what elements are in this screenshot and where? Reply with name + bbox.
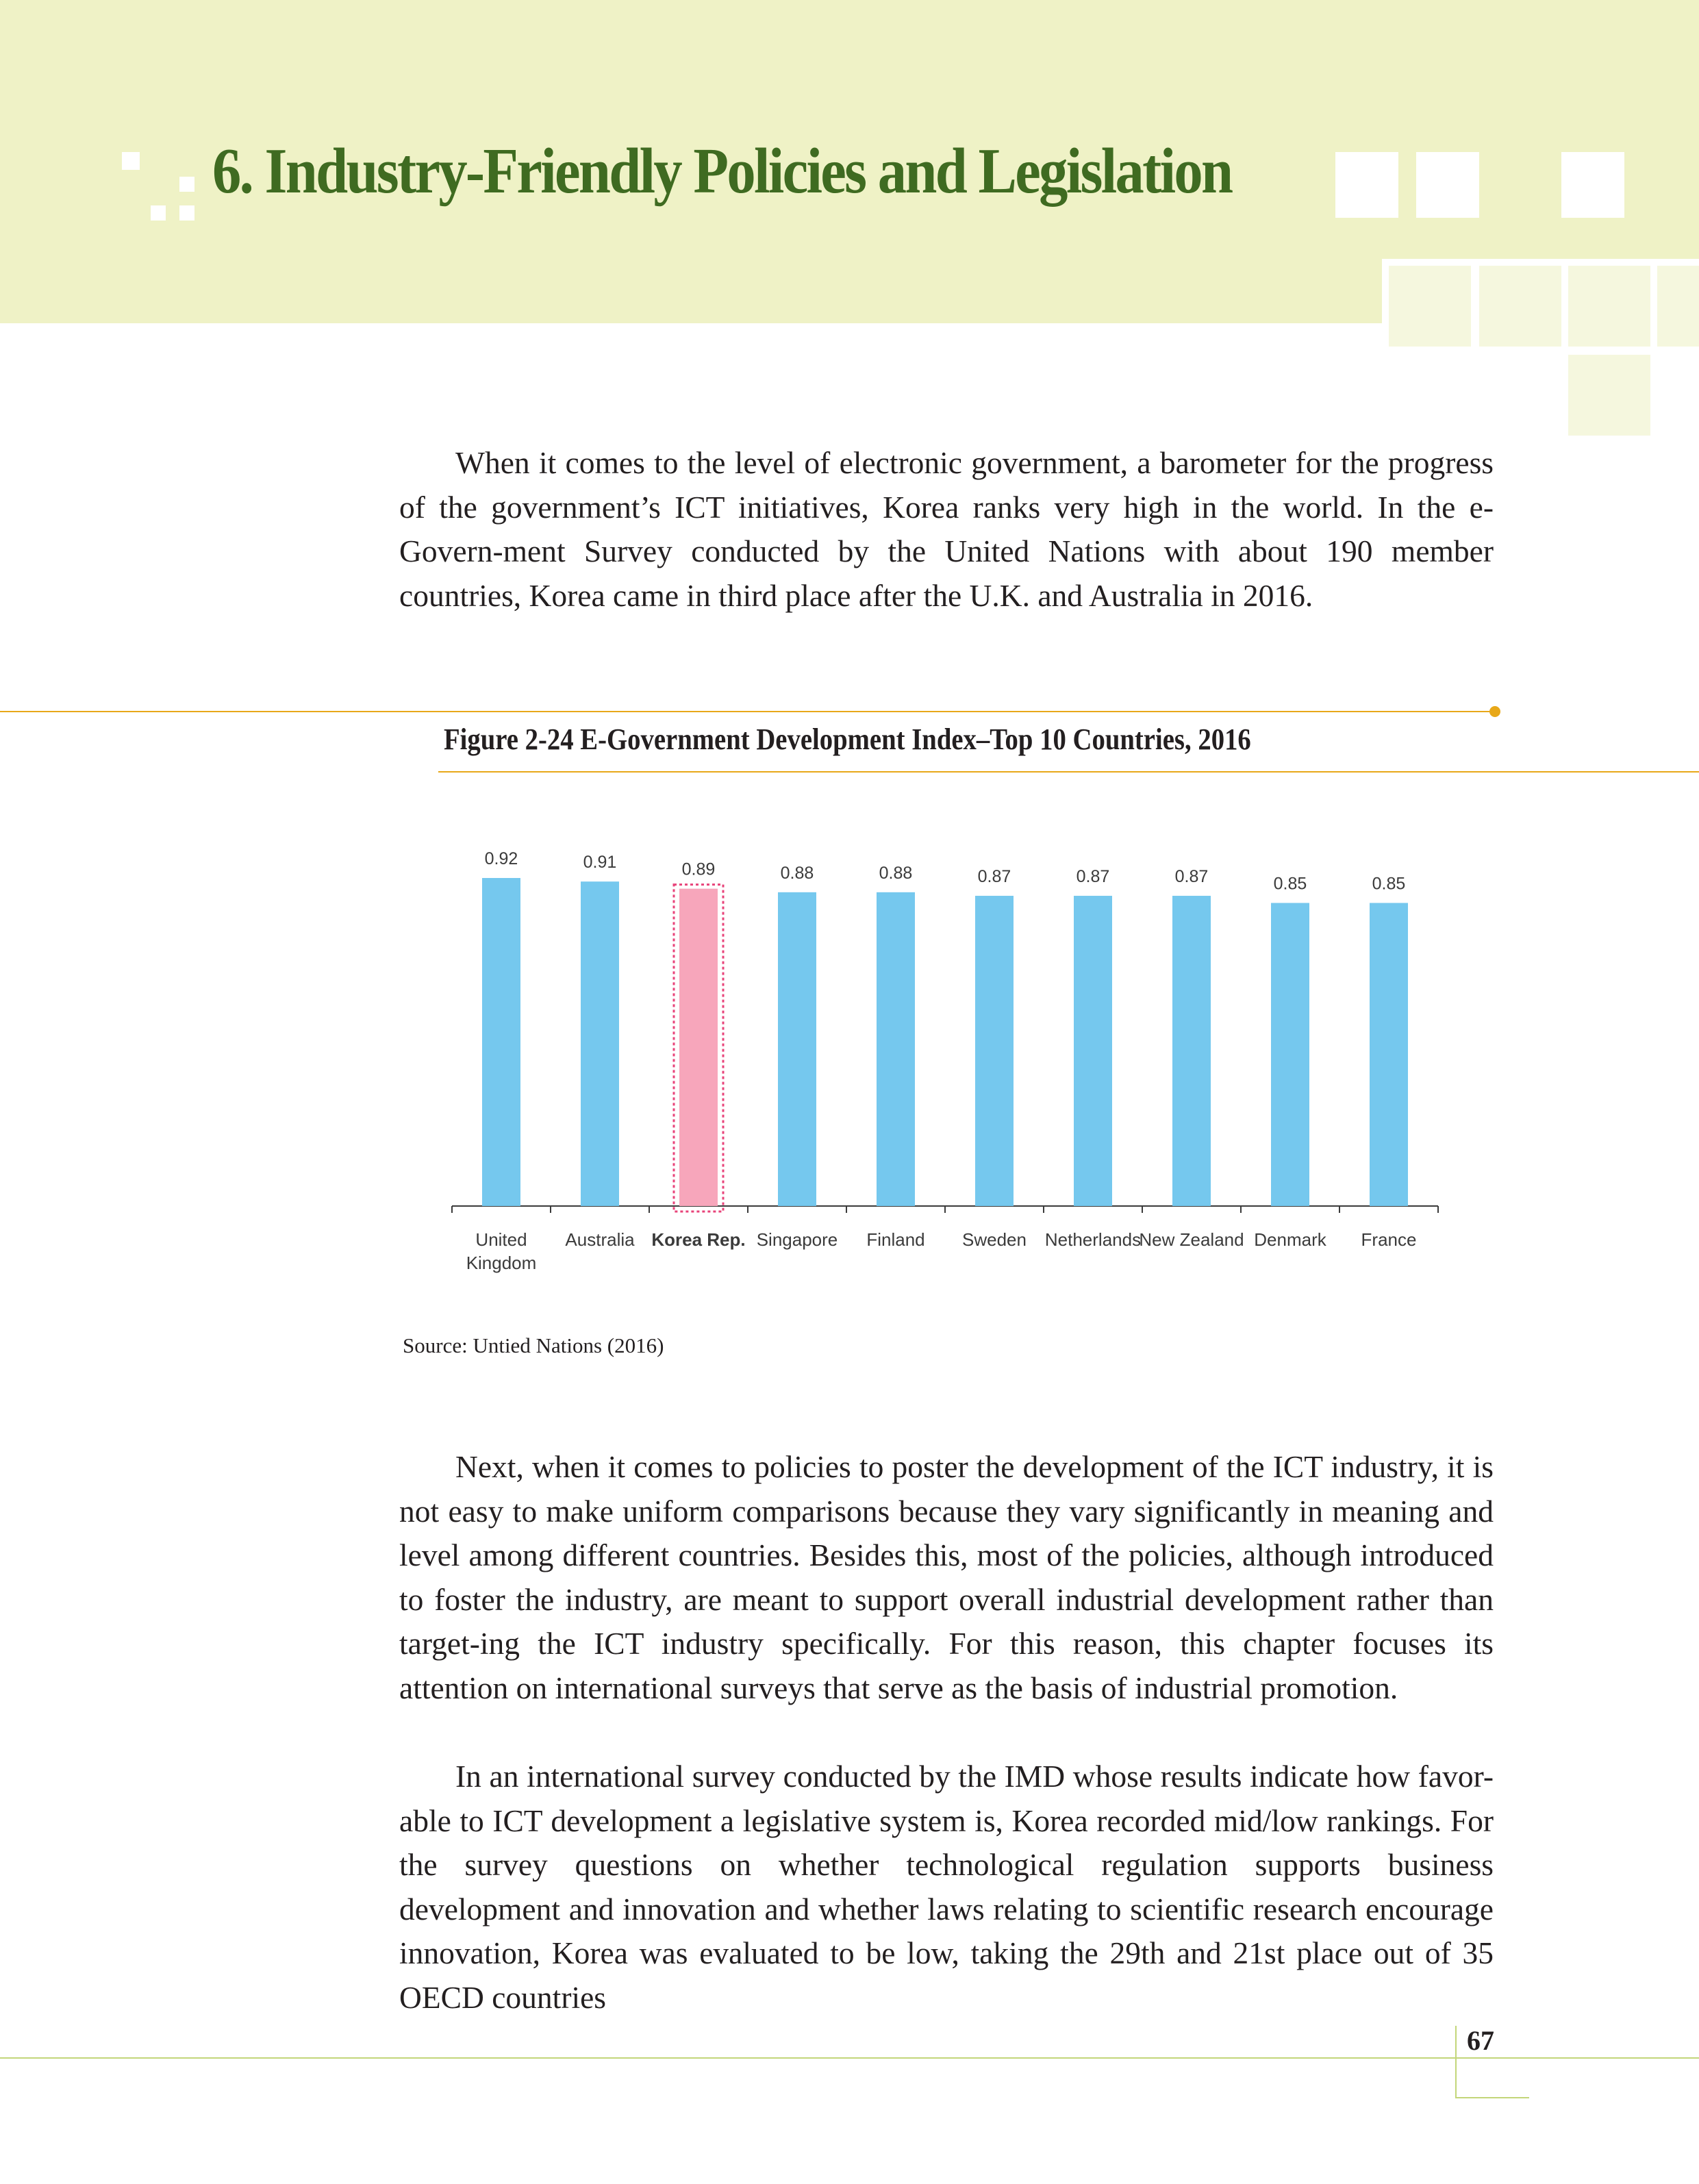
value-label-1: 0.92 (484, 849, 518, 868)
category-label-1: United Kingdom (466, 1229, 537, 1273)
decor-square (1657, 266, 1699, 347)
value-label-9: 0.85 (1273, 874, 1307, 894)
decor-square (151, 205, 166, 221)
bar-4 (778, 892, 816, 1206)
page-number: 67 (1467, 2025, 1494, 2056)
value-label-7: 0.87 (1076, 867, 1110, 887)
value-label-10: 0.85 (1372, 874, 1406, 894)
value-label-8: 0.87 (1174, 867, 1209, 887)
decor-square (1568, 266, 1650, 347)
bar-10 (1370, 903, 1408, 1206)
bar-8 (1172, 896, 1211, 1206)
category-label-4: Singapore (756, 1229, 838, 1250)
value-label-6: 0.87 (977, 867, 1011, 887)
bar-5 (877, 892, 915, 1206)
bar-2 (581, 881, 619, 1206)
category-label-9: Denmark (1254, 1229, 1326, 1250)
decor-square (1389, 266, 1471, 347)
category-label-5: Finland (866, 1229, 925, 1250)
chapter-title: 6. Industry-Friendly Policies and Legislation (212, 136, 1232, 207)
category-label-6: Sweden (962, 1229, 1027, 1250)
figure-caption: Figure 2-24 E-Government Development Index–Top 10 Countries, 2016 (444, 723, 1251, 756)
decor-square (179, 177, 194, 192)
value-label-2: 0.91 (583, 853, 617, 873)
intro-paragraph: When it comes to the level of electronic government, a barometer for the progress of the government’s ICT initiatives, Korea ranks very high in the world. In the e-Govern-ment Survey conducted by the United Nations with about 190 member countries, Korea came in third place after the U.K. and Australia in 2016. (399, 445, 1494, 613)
decor-square (1561, 152, 1624, 218)
value-label-3: 0.89 (681, 859, 716, 879)
value-label-5: 0.88 (879, 863, 913, 883)
highlight-frame (674, 885, 723, 1212)
category-label-10: France (1361, 1229, 1417, 1250)
decor-square (122, 152, 140, 170)
figure-top-rule (0, 711, 1494, 712)
category-label-2: Australia (565, 1229, 635, 1250)
category-label-7: Netherlands (1044, 1229, 1142, 1250)
body-paragraph-imd-survey: In an international survey conducted by the IMD whose results indicate how favor-able to ICT development a legislative system is, Korea recorded mid/low rankings. For the survey questions on whether technological regulation supports business development and innovation and whether laws relating to scientific research encourage innovation, Korea was evaluated to be low, taking the 29th and 21st place out of 35 OECD countries (399, 1759, 1494, 2015)
bar-6 (975, 896, 1014, 1206)
body-paragraph-policies: Next, when it comes to policies to poster the development of the ICT industry, it is not easy to make uniform comparisons because they vary significantly in meaning and level among different countries. Besides this, most of the policies, although introduced to foster the industry, are meant to support overall industrial development rather than target-ing the ICT industry specifically. For this reason, this chapter focuses its attention on international surveys that serve as the basis of industrial promotion. (399, 1449, 1494, 1705)
figure-caption-rule (438, 771, 1699, 773)
footer-rule (0, 2057, 1699, 2059)
decor-square (179, 205, 194, 221)
decor-square (1335, 152, 1398, 218)
bar-1 (482, 878, 520, 1206)
value-label-4: 0.88 (780, 863, 814, 883)
category-label-8: New Zealand (1139, 1229, 1244, 1250)
decor-square (1479, 266, 1561, 347)
bar-3 (679, 889, 718, 1206)
decor-square (1416, 152, 1479, 218)
category-label-3: Korea Rep. (651, 1229, 746, 1250)
bar-7 (1074, 896, 1112, 1206)
figure-rule-dot (1489, 706, 1500, 717)
bar-9 (1271, 903, 1309, 1206)
decor-square (1568, 355, 1650, 436)
figure-source: Source: Untied Nations (2016) (403, 1333, 664, 1357)
